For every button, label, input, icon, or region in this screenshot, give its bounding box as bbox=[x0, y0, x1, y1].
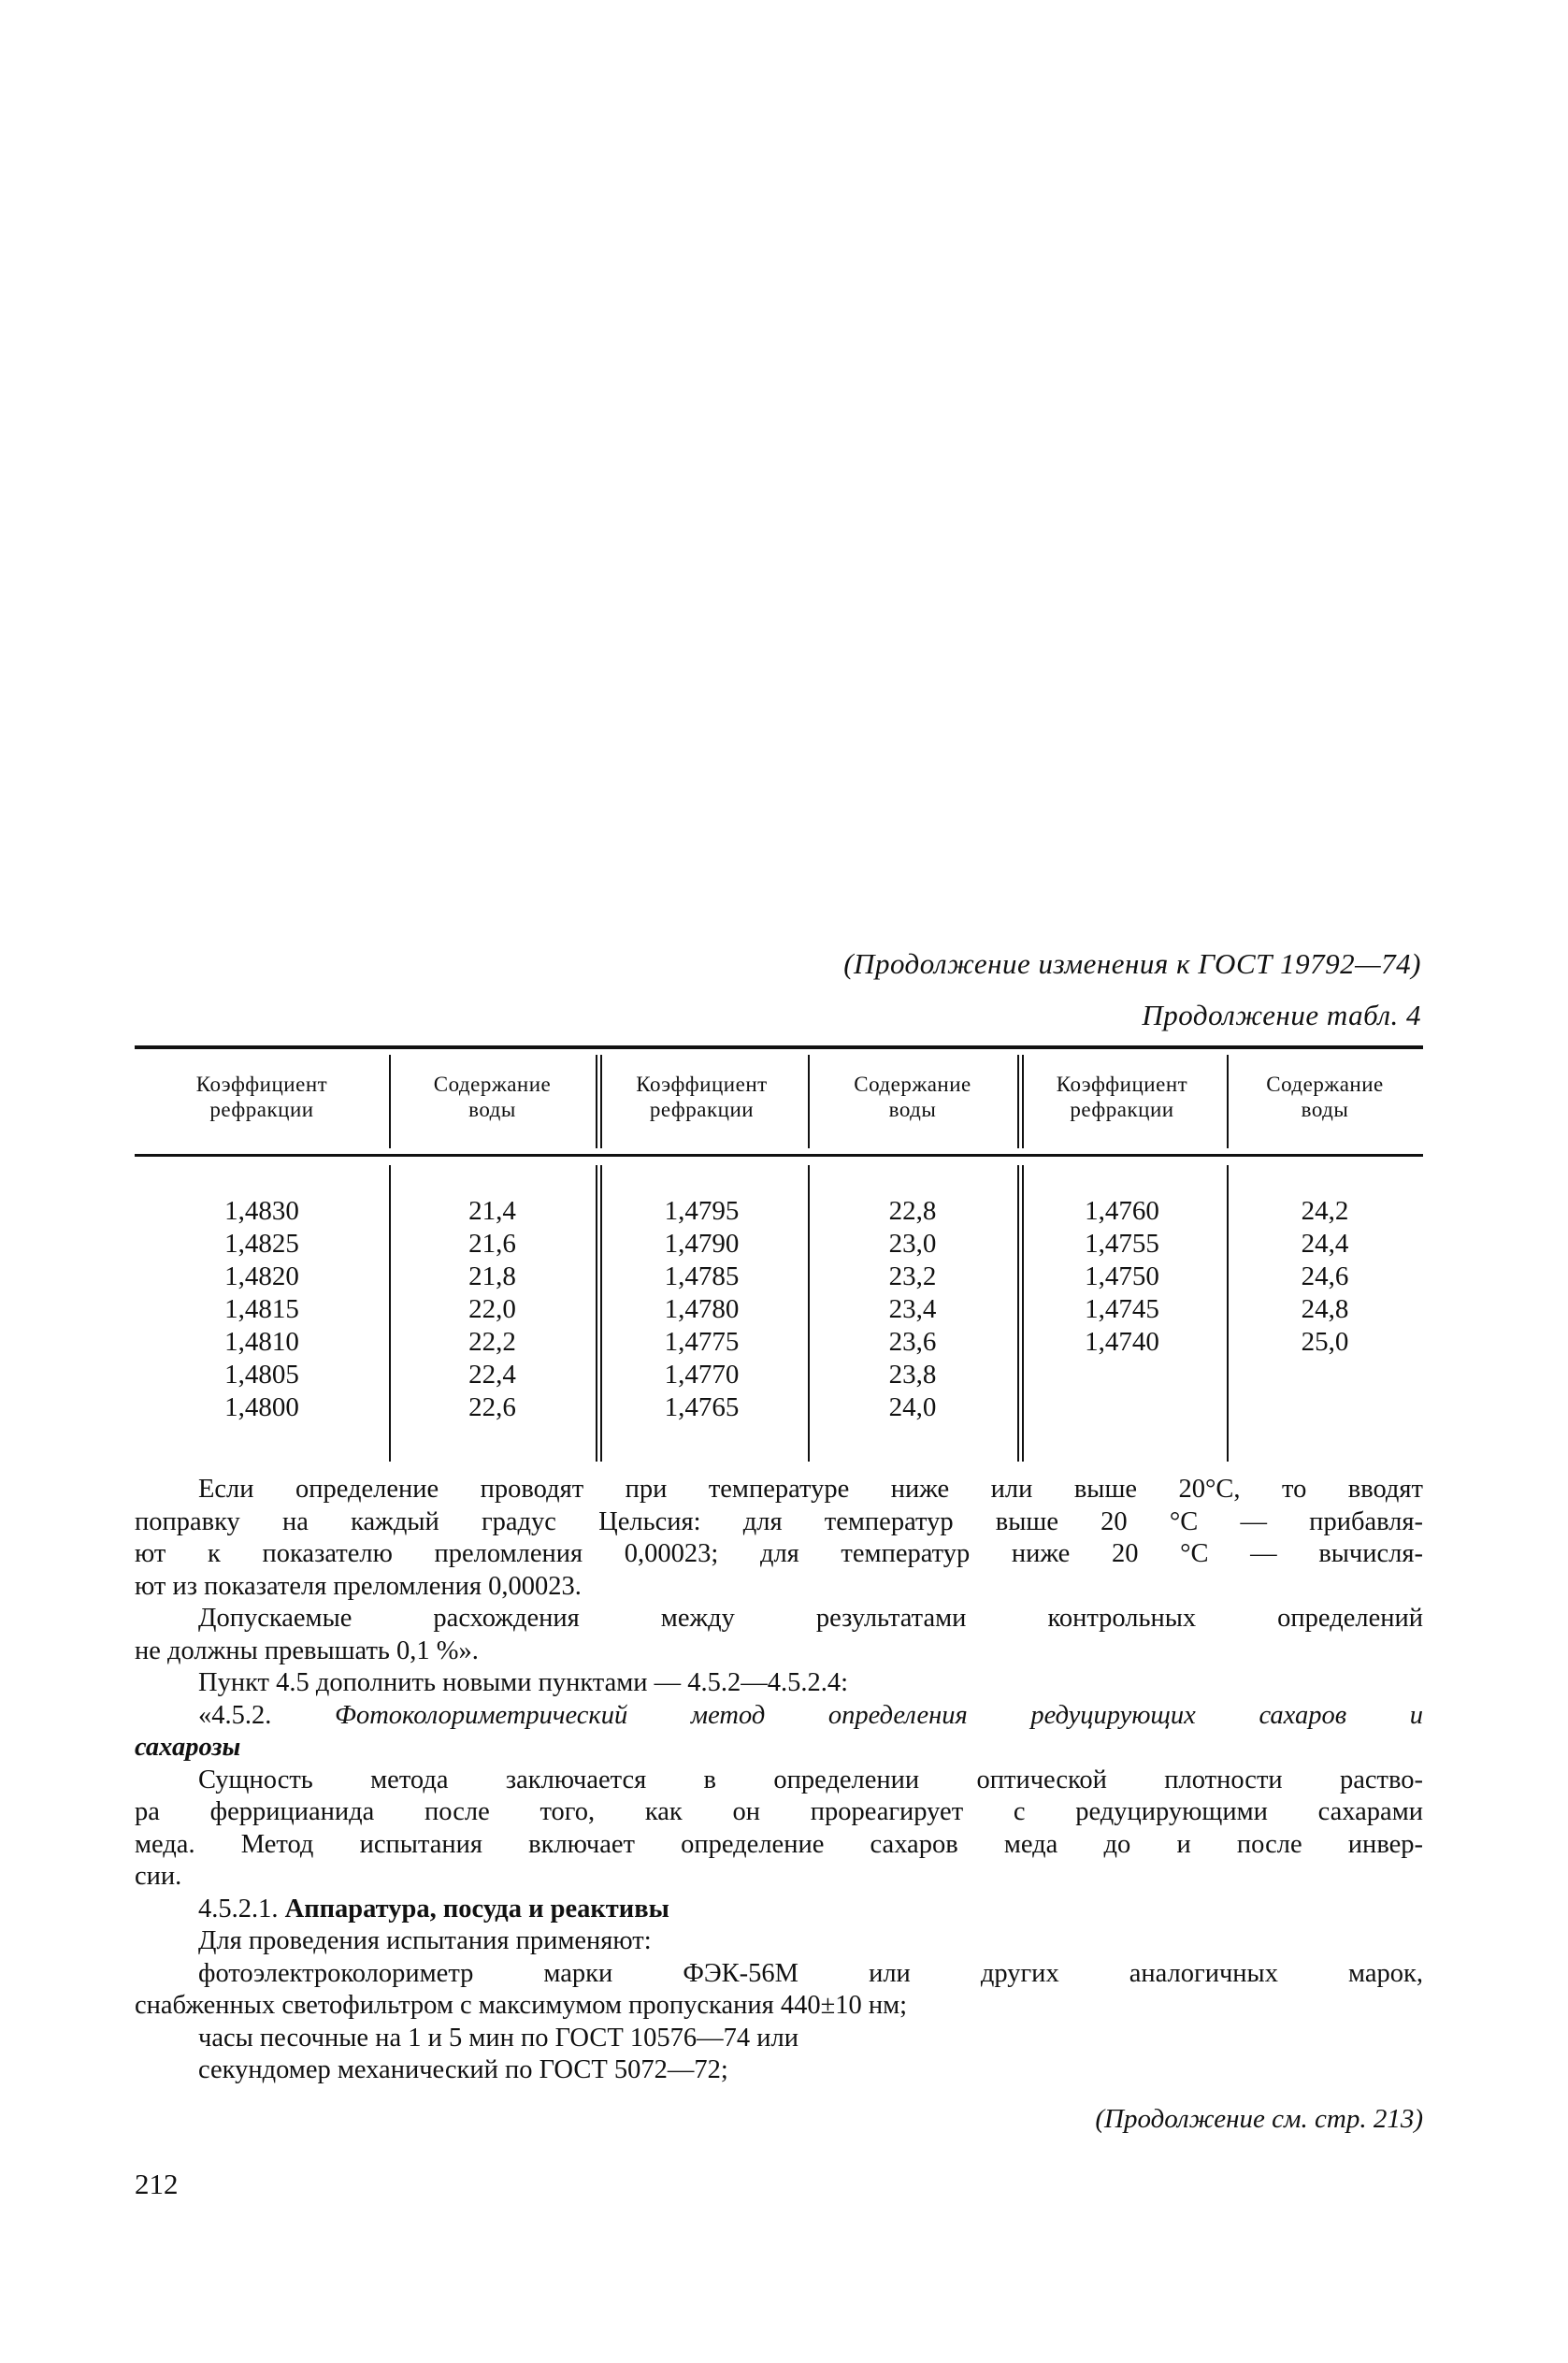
table-cell: 1,4795 bbox=[664, 1196, 740, 1226]
text-line: ют к показателю преломления 0,00023; для температур ниже 20 °С — вычисля- bbox=[135, 1539, 1423, 1568]
column-header-line: рефракции bbox=[649, 1098, 755, 1121]
column-header-line: Содержание bbox=[1266, 1073, 1384, 1096]
table-cell: 24,8 bbox=[1301, 1294, 1349, 1324]
table-cell: 22,4 bbox=[468, 1360, 516, 1390]
paragraph-temperature-correction bbox=[135, 1474, 1423, 1603]
column-header-line: рефракции bbox=[1070, 1098, 1174, 1121]
column-header bbox=[808, 1072, 1017, 1122]
table-cell: 1,4760 bbox=[1085, 1196, 1159, 1226]
table-caption: Продолжение табл. 4 bbox=[1142, 999, 1421, 1031]
text-line: ра феррицианида после того, как он прореагирует с редуцирующими сахарами bbox=[135, 1797, 1423, 1826]
table-cell: 22,8 bbox=[888, 1196, 937, 1226]
column-header-line: воды bbox=[888, 1098, 937, 1121]
table-cell: 1,4755 bbox=[1085, 1229, 1159, 1259]
table-column bbox=[1227, 1195, 1423, 1359]
column-header bbox=[1017, 1072, 1227, 1122]
text-line: не должны превышать 0,1 %». bbox=[135, 1635, 479, 1665]
table-cell: 23,0 bbox=[888, 1229, 937, 1259]
table-cell: 1,4805 bbox=[224, 1360, 299, 1390]
paragraph-amendment: Пункт 4.5 дополнить новыми пунктами — 4.5.2—4.5.2.4: bbox=[198, 1668, 849, 1697]
table-cell: 21,4 bbox=[468, 1196, 516, 1226]
table-cell: 1,4815 bbox=[224, 1294, 299, 1324]
table-cell: 1,4765 bbox=[664, 1392, 740, 1422]
table-column bbox=[1017, 1195, 1227, 1359]
table-cell: 1,4780 bbox=[664, 1294, 740, 1324]
text-line bbox=[135, 1700, 1423, 1733]
refraction-table bbox=[135, 1045, 1423, 1462]
text-line: Сущность метода заключается в определении оптической плотности раство- bbox=[198, 1765, 1423, 1794]
column-header bbox=[596, 1072, 808, 1122]
column-header bbox=[1227, 1072, 1423, 1122]
column-header-line: воды bbox=[1301, 1098, 1349, 1121]
table-cell: 1,4830 bbox=[224, 1196, 299, 1226]
text-line: фотоэлектроколориметр марки ФЭК-56М или других аналогичных марок, bbox=[198, 1958, 1423, 1988]
table-cell: 21,6 bbox=[468, 1229, 516, 1259]
table-cell: 1,4810 bbox=[224, 1327, 299, 1357]
continuation-note: (Продолжение см. стр. 213) bbox=[1095, 2104, 1423, 2134]
column-header-line: Содержание bbox=[433, 1073, 552, 1096]
table-cell: 1,4785 bbox=[664, 1261, 740, 1291]
column-header-line: Содержание bbox=[854, 1073, 971, 1096]
column-header-line: Коэффициент bbox=[195, 1073, 328, 1096]
table-cell: 24,2 bbox=[1301, 1196, 1349, 1226]
table-column bbox=[389, 1195, 596, 1424]
paragraph-apply: Для проведения испытания применяют: bbox=[198, 1926, 652, 1955]
column-header-line: Коэффициент bbox=[636, 1073, 768, 1096]
table-cell: 1,4820 bbox=[224, 1261, 299, 1291]
table-cell: 1,4750 bbox=[1085, 1261, 1159, 1291]
column-header bbox=[135, 1072, 389, 1122]
section-4-5-2-1-heading: 4.5.2.1. Аппаратура, посуда и реактивы bbox=[198, 1894, 669, 1924]
table-cell: 22,6 bbox=[468, 1392, 516, 1422]
paragraph-stopwatch: секундомер механический по ГОСТ 5072—72; bbox=[198, 2055, 728, 2084]
table-cell: 1,4740 bbox=[1085, 1327, 1159, 1357]
text-line: сахарозы bbox=[135, 1733, 241, 1762]
body-text bbox=[135, 1474, 1423, 2087]
table-cell: 1,4800 bbox=[224, 1392, 299, 1422]
text-line: поправку на каждый градус Цельсия: для температур выше 20 °С — прибавля- bbox=[135, 1506, 1423, 1536]
column-header bbox=[389, 1072, 596, 1122]
table-cell: 22,0 bbox=[468, 1294, 516, 1324]
table-cell: 1,4775 bbox=[664, 1327, 740, 1357]
table-top-rule bbox=[135, 1045, 1423, 1049]
table-column bbox=[596, 1195, 808, 1424]
table-cell: 21,8 bbox=[468, 1261, 516, 1291]
text-line: снабженных светофильтром с максимумом пропускания 440±10 нм; bbox=[135, 1991, 908, 2020]
paragraph-method-essence bbox=[135, 1765, 1423, 1894]
paragraph-hourglass: часы песочные на 1 и 5 мин по ГОСТ 10576—74 или bbox=[198, 2023, 798, 2053]
paragraph-tolerance bbox=[135, 1603, 1423, 1667]
table-cell: 24,4 bbox=[1301, 1229, 1349, 1259]
page-number: 212 bbox=[135, 2168, 179, 2200]
table-column bbox=[135, 1195, 389, 1424]
text-line: Если определение проводят при температуре ниже или выше 20°С, то вводят bbox=[198, 1475, 1423, 1504]
table-cell: 1,4770 bbox=[664, 1360, 740, 1390]
section-number: «4.5.2. bbox=[198, 1700, 336, 1730]
text-line: меда. Метод испытания включает определение сахаров меда до и после инвер- bbox=[135, 1829, 1423, 1859]
table-cell: 23,4 bbox=[888, 1294, 937, 1324]
text-line: Допускаемые расхождения между результатами контрольных определений bbox=[198, 1604, 1423, 1633]
section-4-5-2-heading bbox=[135, 1700, 1423, 1765]
column-header-line: рефракции bbox=[209, 1098, 314, 1121]
table-cell: 24,6 bbox=[1301, 1261, 1349, 1291]
running-head: (Продолжение изменения к ГОСТ 19792—74) bbox=[843, 947, 1421, 980]
table-cell: 24,0 bbox=[888, 1392, 937, 1422]
text-line: ют из показателя преломления 0,00023. bbox=[135, 1571, 582, 1601]
table-cell: 22,2 bbox=[468, 1327, 516, 1357]
table-column bbox=[808, 1195, 1017, 1424]
table-cell: 1,4790 bbox=[664, 1229, 740, 1259]
column-header-line: Коэффициент bbox=[1056, 1073, 1188, 1096]
section-title: Фотоколориметрический метод определения редуцирующих сахаров и bbox=[335, 1700, 1423, 1730]
column-header-line: воды bbox=[468, 1098, 516, 1121]
table-cell: 23,6 bbox=[888, 1327, 937, 1357]
table-cell: 23,8 bbox=[888, 1360, 937, 1390]
table-header-rule bbox=[135, 1154, 1423, 1157]
table-cell: 1,4825 bbox=[224, 1229, 299, 1259]
table-cell: 23,2 bbox=[888, 1261, 937, 1291]
table-cell: 25,0 bbox=[1301, 1327, 1349, 1357]
paragraph-photocolorimeter bbox=[135, 1958, 1423, 2023]
text-line: сии. bbox=[135, 1862, 182, 1891]
table-cell: 1,4745 bbox=[1085, 1294, 1159, 1324]
